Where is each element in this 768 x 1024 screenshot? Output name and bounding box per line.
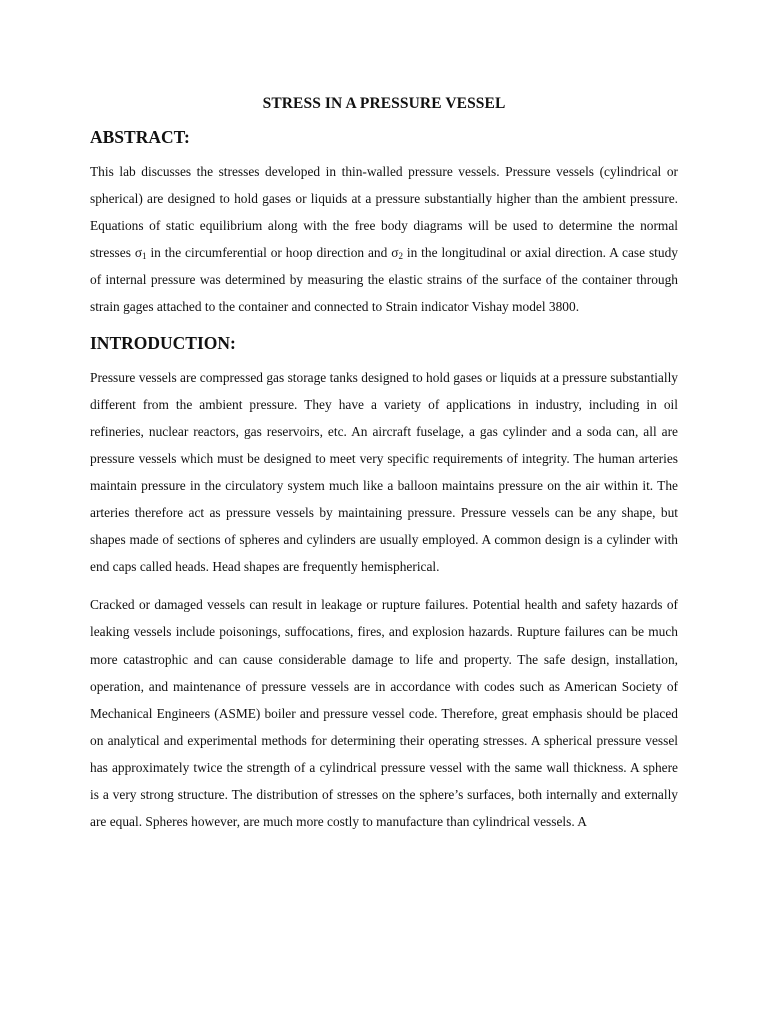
introduction-paragraph-1: Pressure vessels are compressed gas storage tanks designed to hold gases or liquids at a pressure substantially different from the ambient pressure. They have a variety of applications in industry, including in oil refineries, nuclear reactors, gas reservoirs, etc. An aircraft fuselage, a gas cylinder and a soda can, all are pressure vessels which must be designed to meet very specific requirements of integrity. The human arteries maintain pressure in the circulatory system much like a balloon maintains pressure on the air within it. The arteries therefore act as pressure vessels by maintaining pressure. Pressure vessels can be any shape, but shapes made of sections of spheres and cylinders are usually employed. A common design is a cylinder with end caps called heads. Head shapes are frequently hemispherical.: [90, 369, 678, 575]
sigma-subscript-1: 1: [142, 251, 147, 262]
sigma-subscript-2: 2: [398, 251, 403, 262]
abstract-text-part-2: in the circumferential or hoop direction and σ: [146, 245, 399, 261]
introduction-heading: INTRODUCTION:: [90, 332, 236, 353]
document-title: STRESS IN A PRESSURE VESSEL: [262, 95, 506, 112]
abstract-paragraph: [90, 158, 678, 321]
abstract-heading: ABSTRACT:: [90, 127, 190, 147]
introduction-paragraph-2: Cracked or damaged vessels can result in leakage or rupture failures. Potential health and safety hazards of leaking vessels include poisonings, suffocations, fires, and explosion hazards. Rupture failures can be much more catastrophic and can cause considerable damage to life and property. The safe design, installation, operation, and maintenance of pressure vessels are in accordance with codes such as American Society of Mechanical Engineers (ASME) boiler and pressure vessel code. Therefore, great emphasis should be placed on analytical and experimental methods for determining their operating stresses. A spherical pressure vessel has approximately twice the strength of a cylindrical pressure vessel with the same wall thickness. A sphere is a very strong structure. The distribution of stresses on the sphere’s surfaces, both internally and externally are equal. Spheres however, are much more costly to manufacture than cylindrical vessels. A: [90, 597, 678, 830]
abstract-text-part-3: in the longitudinal or axial direction. A case study of internal pressure was determined by measuring the elastic strains of the surface of the container through strain gages attached to the container and connected to Strain indicator Vishay model 3800.: [90, 245, 678, 315]
abstract-text-part-1: This lab discusses the stresses developed in thin-walled pressure vessels. Pressure vessels (cylindrical or spherical) are designed to hold gases or liquids at a pressure substantially higher than the ambient pressure. Equations of static equilibrium along with the free body diagrams will be used to determine the normal stresses σ: [90, 164, 678, 261]
